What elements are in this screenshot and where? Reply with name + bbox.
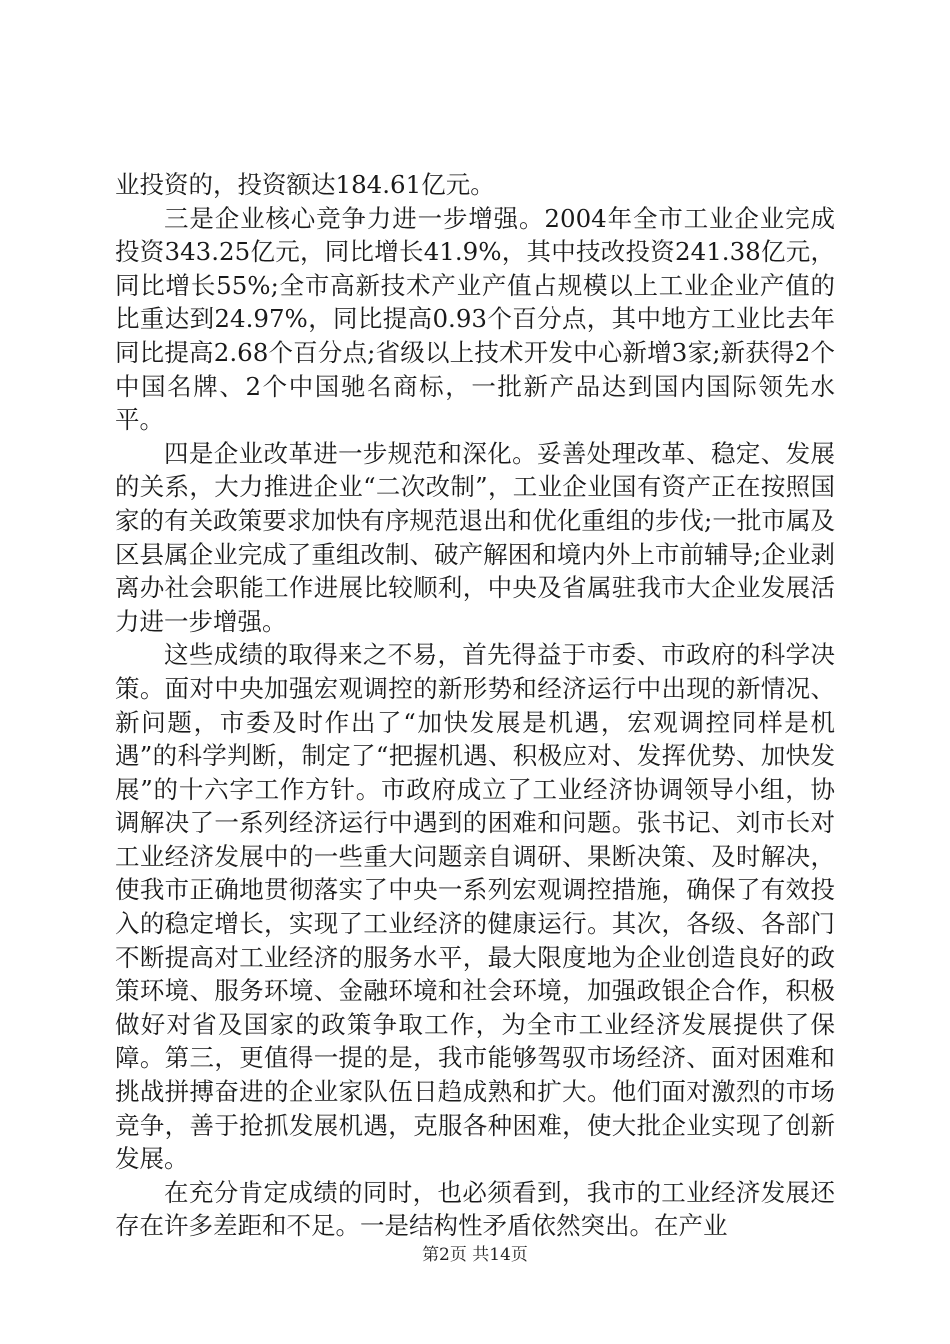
page-number-footer: 第2页 共14页	[422, 1245, 528, 1265]
document-body	[115, 168, 835, 1243]
paragraph-shortcomings: 在充分肯定成绩的同时，也必须看到，我市的工业经济发展还存在许多差距和不足。一是结构性矛盾依然突出。在产业	[115, 1177, 835, 1241]
paragraph-enterprise-reform: 四是企业改革进一步规范和深化。妥善处理改革、稳定、发展的关系，大力推进企业“二次改制”，工业企业国有资产正在按照国家的有关政策要求加快有序规范退出和优化重组的步伐;一批市属及区县属企业完成了重组改制、破产解困和境内外上市前辅导;企业剥离办社会职能工作进展比较顺利，中央及省属驻我市大企业发展活力进一步增强。	[115, 438, 835, 636]
paragraph-continued: 业投资的，投资额达184.61亿元。	[115, 170, 495, 199]
paragraph-core-competitiveness: 三是企业核心竞争力进一步增强。2004年全市工业企业完成投资343.25亿元，同比增长41.9%，其中技改投资241.38亿元，同比增长55%;全市高新技术产业产值占规模以上工业企业产值的比重达到24.97%，同比提高0.93个百分点，其中地方工业比去年同比提高2.68个百分点;省级以上技术开发中心新增3家;新获得2个中国名牌、2个中国驰名商标，一批新产品达到国内国际领先水平。	[115, 203, 835, 435]
paragraph-achievements-reasons: 这些成绩的取得来之不易，首先得益于市委、市政府的科学决策。面对中央加强宏观调控的新形势和经济运行中出现的新情况、新问题，市委及时作出了“加快发展是机遇，宏观调控同样是机遇”的科学判断，制定了“把握机遇、积极应对、发挥优势、加快发展”的十六字工作方针。市政府成立了工业经济协调领导小组，协调解决了一系列经济运行中遇到的困难和问题。张书记、刘市长对工业经济发展中的一些重大问题亲自调研、果断决策、及时解决，使我市正确地贯彻落实了中央一系列宏观调控措施，确保了有效投入的稳定增长，实现了工业经济的健康运行。其次，各级、各部门不断提高对工业经济的服务水平，最大限度地为企业创造良好的政策环境、服务环境、金融环境和社会环境，加强政银企合作，积极做好对省及国家的政策争取工作，为全市工业经济发展提供了保障。第三，更值得一提的是，我市能够驾驭市场经济、面对困难和挑战拼搏奋进的企业家队伍日趋成熟和扩大。他们面对激烈的市场竞争，善于抢抓发展机遇，克服各种困难，使大批企业实现了创新发展。	[115, 640, 835, 1174]
